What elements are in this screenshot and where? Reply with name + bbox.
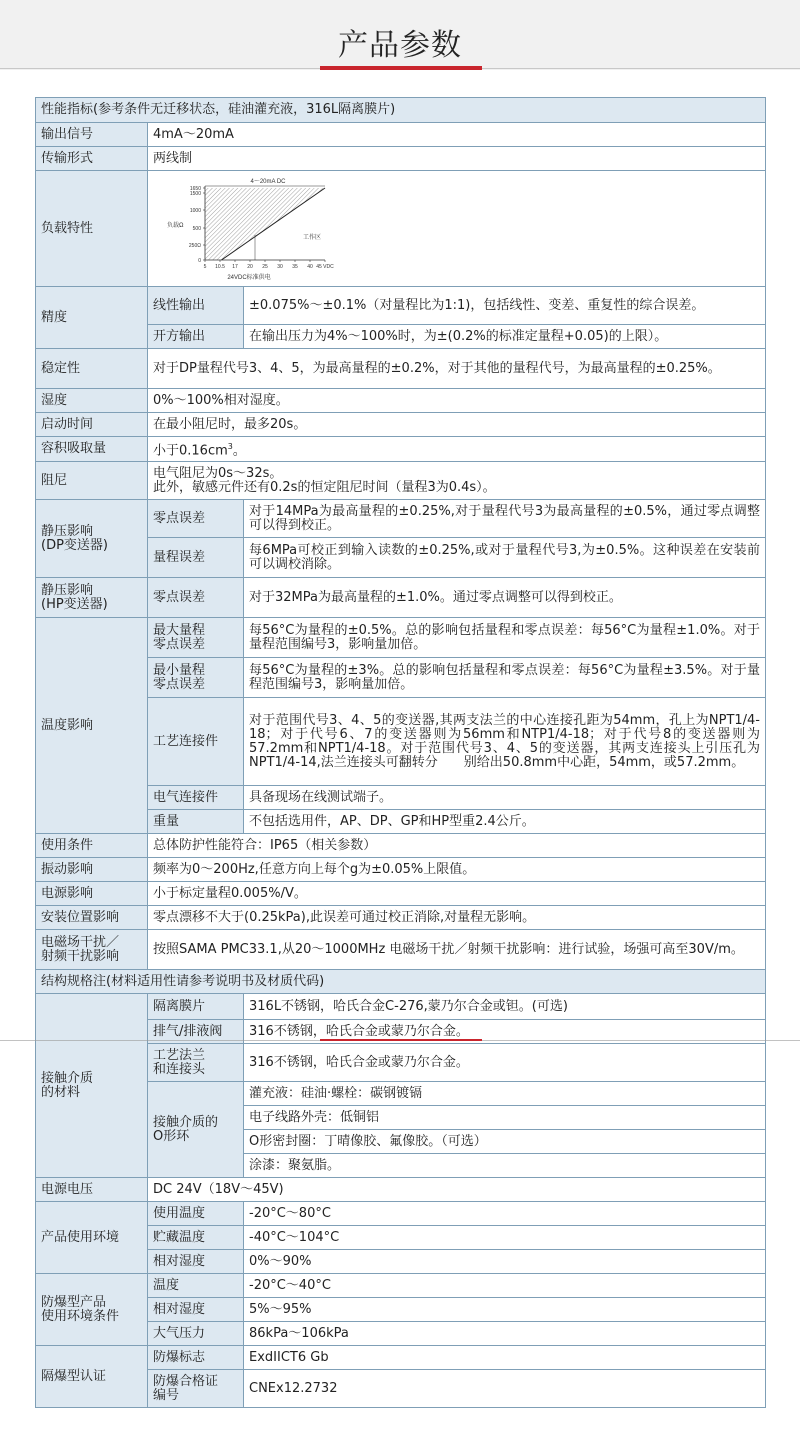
row-value: 小于标定量程0.005%/V。 [148,882,766,906]
table-row [36,349,766,389]
sub-label: 最小量程 零点误差 [148,658,244,698]
page-title: 产品参数 [338,28,462,63]
row-label: 使用条件 [36,834,148,858]
sub-label: 相对湿度 [148,1250,244,1274]
row-label: 静压影响 (HP变送器) [36,578,148,618]
x-tick-label: 25 [262,263,268,270]
row-value [148,462,766,500]
load-characteristic-chart [153,175,353,283]
x-tick-label: 40 [307,263,313,270]
row-value: 涂漆：聚氨脂。 [244,1154,766,1178]
row-value: 对于DP量程代号3、4、5，为最高量程的±0.2%，对于其他的量程代号，为最高量程的±0.25%。 [148,349,766,389]
row-label: 精度 [36,287,148,349]
row-label: 电磁场干扰／ 射频干扰影响 [36,930,148,970]
table-row [36,500,766,538]
row-value: -20°C～40°C [244,1274,766,1298]
row-label: 容积吸取量 [36,437,148,462]
x-tick-label: 20 [247,263,253,270]
row-value: 不包括选用件，AP、DP、GP和HP型重2.4公斤。 [244,810,766,834]
row-label: 启动时间 [36,413,148,437]
row-value: 对于范围代号3、4、5的变送器,其两支法兰的中心连接孔距为54mm，孔上为NPT1/4-18；对于代号6、7的变送器则为56mm和NTP1/4-18；对于代号8的变送器则为57.2mm和NPT1/4-18。对于范围代号3、4、5的变送器，其两支连接头上引压孔为NPT1/4-14,法兰连接头可翻转分 别给出50.8mm中心距，54mm，或57.2mm。 [244,698,766,786]
chart-title: 4～20mA DC [250,178,286,185]
row-value: 0%～90% [244,1250,766,1274]
row-label: 湿度 [36,389,148,413]
sub-label: 最大量程 零点误差 [148,618,244,658]
table-row [36,462,766,500]
row-value: 具备现场在线测试端子。 [244,786,766,810]
sub-label: 防爆标志 [148,1346,244,1370]
row-label: 稳定性 [36,349,148,389]
row-label: 静压影响 (DP变送器) [36,500,148,578]
row-label: 隔爆型认证 [36,1346,148,1408]
sub-label: 零点误差 [148,578,244,618]
table-row [36,287,766,325]
table-row [36,413,766,437]
title-underline [320,66,482,70]
sub-label: 线性输出 [148,287,244,325]
table-row [36,123,766,147]
value-line: 此外，敏感元件还有0.2s的恒定阻尼时间（量程3为0.4s）。 [153,479,496,495]
spec-table [35,97,766,1408]
section-title: 性能指标(参考条件无迁移状态，硅油灌充液，316L隔离膜片) [36,98,766,123]
row-value: 按照SAMA PMC33.1,从20～1000MHz 电磁场干扰／射频干扰影响：进行试验，场强可高至30V/m。 [148,930,766,970]
sub-label: 使用温度 [148,1202,244,1226]
y-tick-label: 0 [198,257,201,264]
table-row [36,834,766,858]
row-label: 安装位置影响 [36,906,148,930]
row-value: ExdIICT6 Gb [244,1346,766,1370]
section-title: 结构规格注(材料适用性请参考说明书及材质代码) [36,970,766,994]
sub-label: 工艺法兰 和连接头 [148,1044,244,1082]
row-value: 总体防护性能符合：IP65（相关参数） [148,834,766,858]
x-tick-label: 17 [232,263,238,270]
row-value: 灌充液：硅油·螺栓：碳钢镀镉 [244,1082,766,1106]
table-row [36,906,766,930]
row-value: 频率为0～200Hz,任意方向上每个g为±0.05%上限值。 [148,858,766,882]
sub-label: 开方输出 [148,325,244,349]
sub-label: 重量 [148,810,244,834]
row-label: 输出信号 [36,123,148,147]
chart-annotation: 工作区 [303,234,322,241]
x-tick-label: 35 [292,263,298,270]
table-row [36,882,766,906]
row-value: ±0.075%～±0.1%（对量程比为1:1)，包括线性、变差、重复性的综合误差。 [244,287,766,325]
value-suffix: 。 [232,443,246,459]
sub-label: 工艺连接件 [148,698,244,786]
x-tick-label: 30 [277,263,283,270]
row-label: 负载特性 [36,171,148,287]
table-row [36,994,766,1020]
section-row [36,970,766,994]
sub-label: 排气/排液阀 [148,1020,244,1044]
x-axis-label: 24VDC标准供电 [227,274,271,281]
row-value: 每56°C为量程的±3%。总的影响包括量程和零点误差：每56°C为量程±3.5%。对于量程范围编号3，影响量加倍。 [244,658,766,698]
y-tick-label: 1650 [189,185,201,192]
table-row [36,437,766,462]
row-value: -20°C～80°C [244,1202,766,1226]
row-value: -40°C～104°C [244,1226,766,1250]
row-value: 电子线路外壳：低铜铝 [244,1106,766,1130]
value-line: 电气阻尼为0s～32s。 [153,465,283,481]
row-label: 防爆型产品 使用环境条件 [36,1274,148,1346]
row-label: 接触介质 的材料 [36,994,148,1178]
table-row [36,171,766,287]
section-row [36,98,766,123]
y-tick-label: 1000 [189,207,201,214]
x-tick-label: 45 VDC [316,263,334,270]
row-label: 振动影响 [36,858,148,882]
row-value: 316L不锈钢，哈氏合金C-276,蒙乃尔合金或钽。(可选) [244,994,766,1020]
row-label: 传输形式 [36,147,148,171]
row-value: O形密封圈：丁晴像胶、氟像胶。（可选） [244,1130,766,1154]
table-row [36,147,766,171]
row-label: 产品使用环境 [36,1202,148,1274]
row-value: 316不锈钢，哈氏合金或蒙乃尔合金。 [244,1044,766,1082]
row-value: 316不锈钢，哈氏合金或蒙乃尔合金。 [244,1020,766,1044]
table-row [36,578,766,618]
row-value: 对于14MPa为最高量程的±0.25%,对于量程代号3为最高量程的±0.5%，通过零点调整可以得到校正。 [244,500,766,538]
load-chart-cell [148,171,766,287]
table-row [36,858,766,882]
row-value: DC 24V（18V～45V) [148,1178,766,1202]
x-tick-label: 10.5 [215,263,225,270]
sub-label: 贮藏温度 [148,1226,244,1250]
overlay-accent [320,1039,482,1041]
y-axis-label: 负载Ω [167,222,184,229]
row-label: 电源影响 [36,882,148,906]
sub-label: 量程误差 [148,538,244,578]
sub-label: 电气连接件 [148,786,244,810]
row-value: 在输出压力为4%～100%时，为±(0.2%的标准定量程+0.05)的上限）。 [244,325,766,349]
hatched-area [205,188,325,260]
row-value [148,437,766,462]
row-label: 阻尼 [36,462,148,500]
row-value: 零点漂移不大于(0.25kPa),此误差可通过校正消除,对量程无影响。 [148,906,766,930]
row-value: 对于32MPa为最高量程的±1.0%。通过零点调整可以得到校正。 [244,578,766,618]
sub-label: 隔离膜片 [148,994,244,1020]
row-value: 5%～95% [244,1298,766,1322]
sub-label: 零点误差 [148,500,244,538]
row-value: CNEx12.2732 [244,1370,766,1408]
table-row [36,1346,766,1370]
sub-label: 接触介质的 O形环 [148,1082,244,1178]
row-label: 电源电压 [36,1178,148,1202]
row-value: 0%～100%相对湿度。 [148,389,766,413]
row-value: 两线制 [148,147,766,171]
table-row [36,1202,766,1226]
row-value: 每6MPa可校正到输入读数的±0.25%,或对于量程代号3,为±0.5%。这种误差在安装前可以调校消除。 [244,538,766,578]
row-value: 在最小阻尼时，最多20s。 [148,413,766,437]
table-row [36,389,766,413]
y-tick-label: 250Ω [188,242,201,249]
table-row [36,1274,766,1298]
y-tick-label: 500 [192,225,201,232]
superscript: 3 [227,442,233,451]
table-row [36,930,766,970]
sub-label: 相对湿度 [148,1298,244,1322]
sub-label: 大气压力 [148,1322,244,1346]
value-text: 小于0.16cm [153,443,228,459]
row-value: 每56°C为量程的±0.5%。总的影响包括量程和零点误差：每56°C为量程±1.0%。对于量程范围编号3，影响量加倍。 [244,618,766,658]
sub-label: 防爆合格证 编号 [148,1370,244,1408]
table-row [36,618,766,658]
table-row [36,1178,766,1202]
y-tick-label: 1500 [189,190,201,197]
x-tick-label: 5 [203,263,207,270]
sub-label: 温度 [148,1274,244,1298]
row-value: 86kPa～106kPa [244,1322,766,1346]
row-label: 温度影响 [36,618,148,834]
row-value: 4mA～20mA [148,123,766,147]
